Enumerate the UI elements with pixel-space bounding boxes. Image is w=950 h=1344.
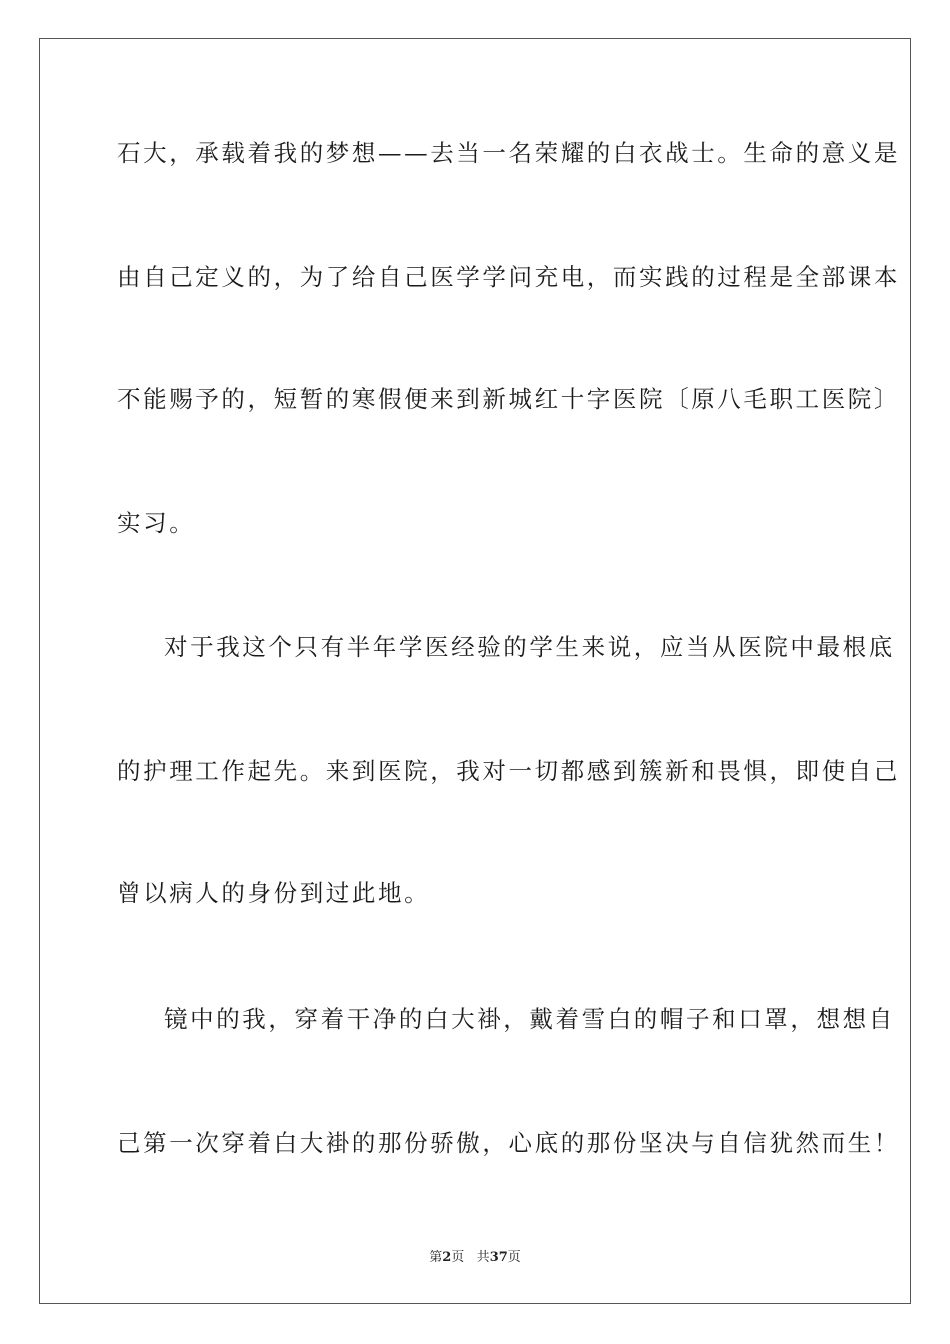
text-line-9: 己第一次穿着白大褂的那份骄傲，心底的那份坚决与自信犹然而生！ (117, 1129, 900, 1157)
total-prefix: 共 (476, 1250, 490, 1265)
page-suffix: 页 (451, 1250, 465, 1265)
total-pages: 37 (489, 1250, 508, 1265)
text-line-8: 镜中的我，穿着干净的白大褂，戴着雪白的帽子和口罩，想想自 (164, 1005, 895, 1033)
text-line-6: 的护理工作起先。来到医院，我对一切都感到簇新和畏惧，即使自己 (117, 757, 900, 785)
text-line-3: 不能赐予的，短暂的寒假便来到新城红十字医院〔原八毛职工医院〕 (117, 385, 900, 413)
text-line-1: 石大，承载着我的梦想——去当一名荣耀的白衣战士。生命的意义是 (117, 139, 900, 167)
page-prefix: 第 (429, 1250, 443, 1265)
page-footer (0, 1249, 950, 1267)
text-line-7: 曾以病人的身份到过此地。 (117, 879, 431, 907)
page-number: 2 (442, 1250, 452, 1265)
text-line-2: 由自己定义的，为了给自己医学学问充电，而实践的过程是全部课本 (117, 263, 900, 291)
total-suffix: 页 (507, 1250, 521, 1265)
page-border (39, 38, 911, 1304)
text-line-4: 实习。 (117, 509, 196, 537)
text-line-5: 对于我这个只有半年学医经验的学生来说，应当从医院中最根底 (164, 633, 895, 661)
